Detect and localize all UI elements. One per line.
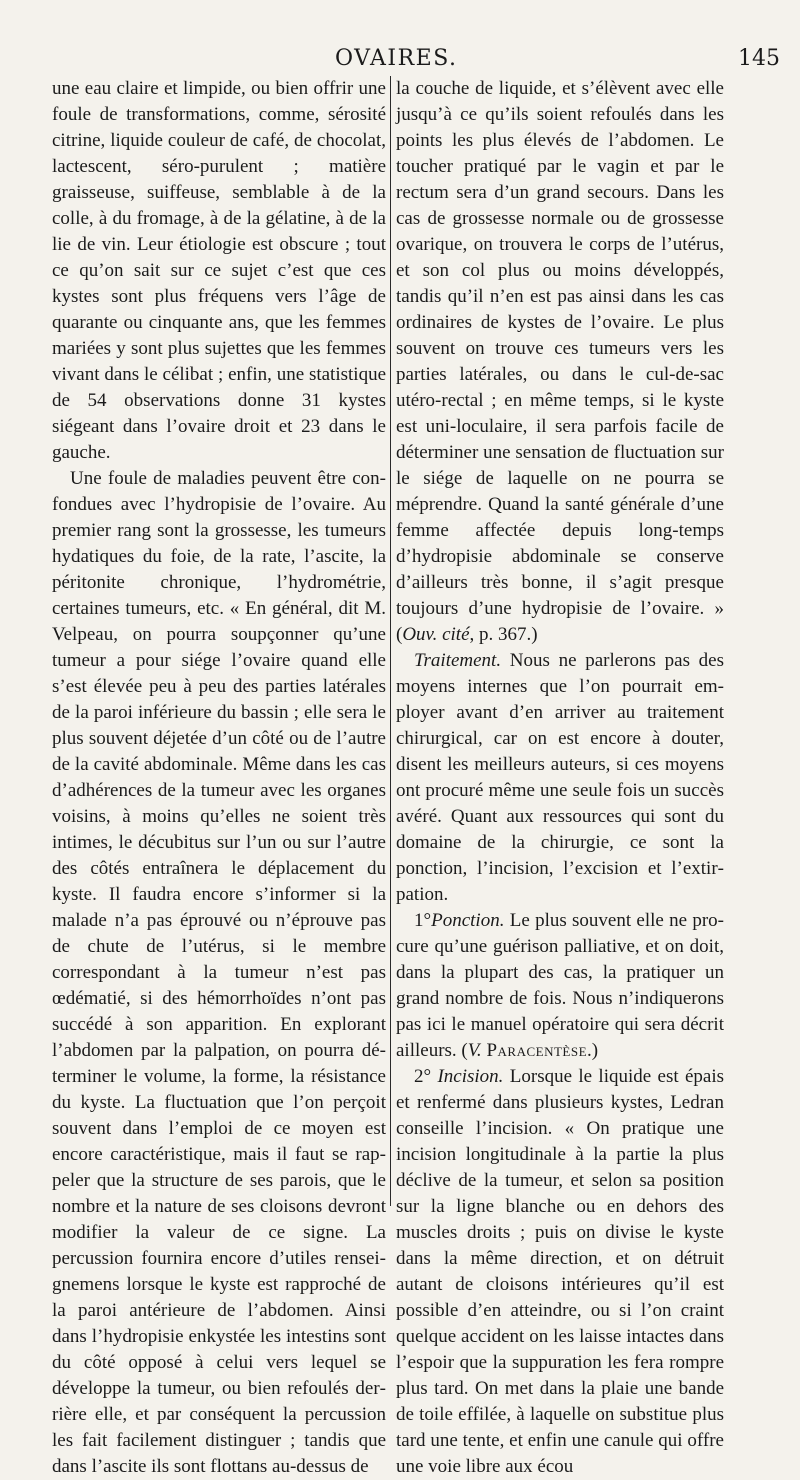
section-label: Traitement. <box>414 650 502 671</box>
citation-page: , p. 367.) <box>469 624 538 645</box>
cross-reference-marker: V. <box>467 1040 482 1061</box>
citation-title: Ouv. cité <box>402 624 470 645</box>
page-number: 145 <box>738 46 780 71</box>
left-column <box>52 76 386 1480</box>
item-number: 1° <box>414 910 432 931</box>
section-label: Ponction. <box>431 910 505 931</box>
paragraph <box>396 648 724 908</box>
paragraph-text: Le plus souvent elle ne procure qu’une guérison palliative, et on doit, dans la plupart des cas, la pratiquer un grand nombre de fois. Nous n’indiquerons pas ici le manuel opératoire qui sera décrit ailleurs. ( <box>396 910 724 1061</box>
section-label: Incision. <box>437 1066 504 1087</box>
paragraph-text: Nous ne parlerons pas des moyens internes que l’on pourrait employer avant d’en arriver au traitement chirurgical, car on est encore à douter, disent les meilleurs auteurs, si ces moyens ont procuré même une seule fois un succès avéré. Quant aux ressources qui sont du domaine de la chirurgie, ce sont la ponction, l’incision, l’excision et l’extirpation. <box>396 650 724 905</box>
page-header <box>0 44 800 74</box>
right-column <box>396 76 724 1480</box>
running-title: OVAIRES. <box>335 46 458 71</box>
column-divider <box>390 76 391 1206</box>
cross-reference-end: .) <box>587 1040 599 1061</box>
paragraph <box>396 908 724 1064</box>
item-number: 2° <box>414 1066 432 1087</box>
paragraph-text: Lorsque le liquide est épais et renfermé dans plusieurs kystes, Ledran conseille l’incision. « On pratique une incision longitudinale à la partie la plus déclive de la tumeur, et selon sa position sur la ligne blanche ou en dehors des muscles droits ; puis on divise le kyste dans la même direction, et on détruit autant de cloisons intérieures qu’il est possible d’en atteindre, ou si l’on craint quelque accident on les laisse intactes dans l’espoir que la suppuration les fera rompre plus tard. On met dans la plaie une bande de toile effilée, à laquelle on substitue plus tard une tente, et enfin une canule qui offre une voie libre aux écou <box>396 1066 725 1477</box>
paragraph: la couche de liquide, et s’élèvent avec elle jusqu’à ce qu’ils soient refoulés dans les points les plus élevés de l’abdomen. Le toucher pratiqué par le vagin et par le rectum sera d’un grand secours. Dans les cas de grossesse normale ou de grossesse ovarique, on trouvera le corps de l’utérus, et son col plus ou moins développés, tandis qu’il n’en est pas ainsi dans les cas ordinaires de kystes de l’ovaire. Le plus souvent on trouve ces tumeurs vers les parties latérales, ou dans le cul-de-sac utéro-rectal ; en même temps, si le kyste est uni-loculaire, il sera parfois facile de déterminer une sensation de fluctuation sur le siége de laquelle on ne pourra se méprendre. Quand la santé générale d’une femme affectée depuis long-temps d’hydropisie abdominale se conserve d’ailleurs très bonne, il s’agit presque toujours d’une hydropisie de l’ovaire. » (Ouv. cité, p. 367.) <box>396 78 724 645</box>
cross-reference-word: Paracentèse <box>486 1040 588 1061</box>
paragraph-text: la couche de liquide, et s’élèvent avec elle jusqu’à ce qu’ils soient refoulés dans les points les plus élevés de l’abdomen. Le toucher pratiqué par le vagin et par le rectum sera d’un grand secours. Dans les cas de grossesse normale ou de grossesse ovarique, on trouvera le corps de l’utérus, et son col plus ou moins développés, tandis qu’il n’en est pas ainsi dans les cas ordinaires de kystes de l’ovaire. Le plus souvent on trouve ces tumeurs vers les parties latérales, ou dans le cul-de-sac utéro-rectal ; en même temps, si le kyste est uni-loculaire, il sera parfois facile de déterminer une sensation de fluctuation sur le siége de laquelle on ne pourra se méprendre. Quand la santé générale d’une femme affectée depuis long-temps d’hydropisie abdominale se conserve d’ailleurs très bonne, il s’agit presque toujours d’une hydropisie de l’ovaire. » <box>396 78 724 619</box>
paragraph <box>396 1064 724 1480</box>
paragraph: Une foule de maladies peuvent être confondues avec l’hydropisie de l’ovaire. Au premier rang sont la grossesse, les tumeurs hydatiques du foie, de la rate, l’ascite, la péritonite chronique, l’hydrométrie, certaines tumeurs, etc. « En général, dit M. Velpeau, on pourra soupçonner qu’une tumeur a pour siége l’ovaire quand elle s’est élevée peu à peu des parties latérales de la paroi inférieure du bassin ; elle sera le plus souvent déjetée d’un côté ou de l’autre de la cavité abdominale. Même dans les cas d’adhérences de la tumeur avec les organes voisins, à moins qu’elles ne soient très intimes, le décubitus sur l’un ou sur l’autre des côtés entraînera le déplacement du kyste. Il faudra encore s’informer si la malade n’a pas éprouvé ou n’éprouve pas de chute de l’utérus, si le membre correspondant à la tumeur n’est pas œdématié, si des hémorrhoïdes n’ont pas succédé à son apparition. En explorant l’abdomen par la palpation, on pourra déterminer le volume, la forme, la résistance du kyste. La fluctuation que l’on perçoit souvent dans l’emploi de ce moyen est encore caractéristique, mais il faut se rappeler que la structure de ses parois, que le nombre et la nature de ses cloisons devront modifier la valeur de ce signe. La percussion fournira encore d’utiles renseignemens lorsque le kyste est rapproché de la paroi antérieure de l’abdomen. Ainsi dans l’hydropisie enkystée les intestins sont du côté opposé à celui vers lequel se développe la tumeur, ou bien refoulés derrière elle, et par conséquent la percussion les fait facilement distinguer ; tandis que dans l’ascite ils sont flottans au-dessus de <box>52 468 386 1477</box>
paragraph: une eau claire et limpide, ou bien offrir une foule de transformations, comme, sérosité citrine, liquide couleur de café, de chocolat, lactescent, séro-purulent ; matière graisseuse, suiffeuse, semblable à de la colle, à du fromage, à de la gélatine, à de la lie de vin. Leur étiologie est obscure ; tout ce qu’on sait sur ce sujet c’est que ces kystes sont plus fréquens vers l’âge de quarante ou cinquante ans, que les femmes mariées y sont plus sujettes que les femmes vivant dans le célibat ; enfin, une statistique de 54 observations donne 31 kystes siégeant dans l’ovaire droit et 23 dans le gauche. <box>52 78 386 463</box>
